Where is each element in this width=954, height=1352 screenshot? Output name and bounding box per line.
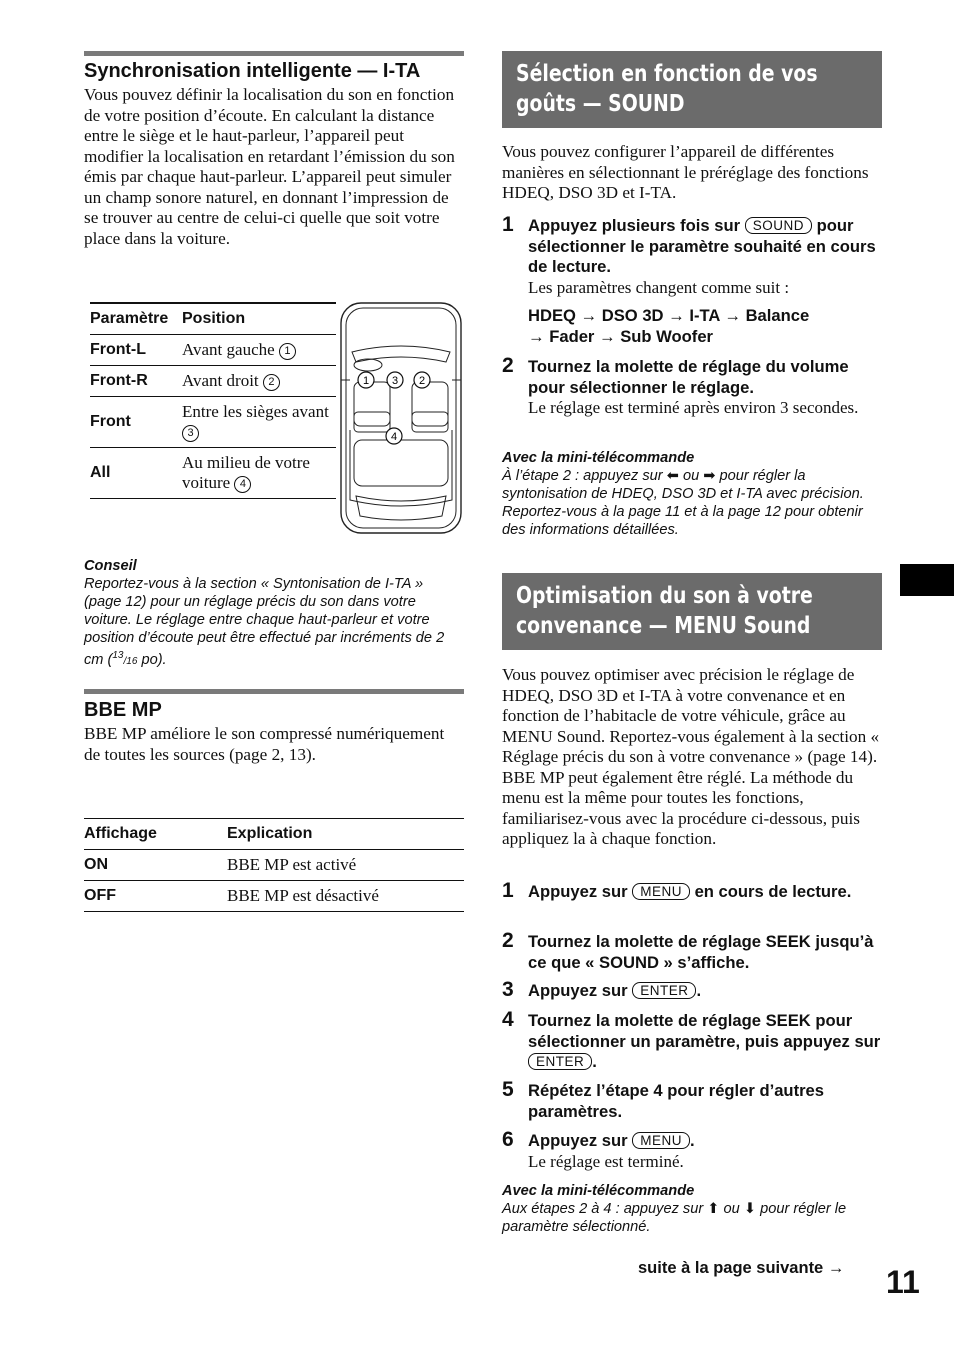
remote-title: Avec la mini-télécommande — [502, 1183, 695, 1199]
section-rule — [84, 689, 464, 694]
table-row — [90, 447, 336, 498]
page-number: 11 — [886, 1264, 920, 1300]
step-text: Tournez la molette de réglage SEEK pour sélectionner un paramètre, puis appuyez sur — [528, 1011, 881, 1051]
step-text: . — [592, 1052, 597, 1071]
step-number: 1 — [502, 879, 514, 902]
bbe-display: OFF — [84, 887, 116, 904]
remote-text: pour régler la syntonisation de HDEQ, DSO 3D et I-TA avec précision. Reportez-vous à la page 11 et à la page 12 pour obtenir des informations détaillées. — [502, 468, 864, 538]
ita-body: Vous pouvez définir la localisation du son en fonction de votre position d’écoute. En calculant la distance entre le siège et le haut-parleur, l’appareil peut modifier la localisation en retardant l’émission du son émis par chaque haut-parleur. L’appareil peut simuler un champ sonore naturel, en donnant l’impression de se trouver au centre de celui-ci quelle que soit votre place dans la voiture. — [84, 85, 455, 248]
table-row — [84, 881, 464, 912]
step-text: Tournez la molette de réglage SEEK jusqu’à ce que « SOUND » s’affiche. — [528, 932, 874, 972]
sound-heading-line2: goûts — SOUND — [516, 91, 685, 117]
sound-intro: Vous pouvez configurer l’appareil de différentes manières en sélectionnant le préréglage des fonctions HDEQ, DSO 3D et I-TA. — [502, 142, 869, 202]
table-row — [90, 396, 336, 447]
arrow-left-icon: ⬅ — [666, 468, 679, 484]
step-text: Appuyez plusieurs fois sur — [528, 216, 745, 235]
parameter-sequence: → Fader → Sub Woofer — [528, 326, 714, 346]
menu-step-6 — [502, 1128, 882, 1172]
arrow-up-icon: ⬆ — [707, 1201, 720, 1217]
tip-fraction-den: /16 — [123, 655, 138, 667]
bbe-explanation: BBE MP est désactivé — [227, 886, 379, 905]
menu-key: MENU — [632, 1132, 690, 1149]
bbe-heading: BBE MP — [84, 699, 162, 721]
bbe-table-header-display: Affichage — [84, 825, 157, 842]
bbe-display: ON — [84, 856, 108, 873]
section-rule — [84, 51, 464, 56]
bbe-table-header-explanation: Explication — [227, 825, 313, 842]
sound-remote-tip — [502, 449, 882, 539]
menu-step-5 — [502, 1078, 882, 1122]
marker-3: 3 — [182, 425, 199, 442]
menu-heading-line2: convenance — MENU Sound — [516, 613, 811, 639]
sound-step-1 — [502, 213, 882, 347]
step-text: Appuyez sur — [528, 1131, 633, 1150]
step-number: 1 — [502, 213, 514, 236]
step-text: . — [696, 981, 702, 1000]
marker-4: 4 — [234, 476, 251, 493]
step-number: 2 — [502, 929, 514, 952]
bbe-table — [84, 818, 464, 912]
remote-text: Aux étapes 2 à 4 : appuyez sur — [502, 1201, 708, 1217]
diagram-marker-1-label: 1 — [362, 375, 370, 387]
menu-key: MENU — [632, 883, 690, 900]
ita-param: Front — [90, 412, 131, 430]
enter-key: ENTER — [528, 1053, 592, 1070]
marker-1: 1 — [279, 343, 296, 360]
sound-step-2 — [502, 354, 882, 419]
ita-position: Au milieu de votre voiture — [182, 452, 310, 492]
step-number: 2 — [502, 354, 514, 377]
step-text: en cours de lecture. — [689, 882, 852, 901]
menu-intro: Vous pouvez optimiser avec précision le réglage de HDEQ, DSO 3D et I-TA à votre convenance et en fonction de l’habitacle de votre véhicule, grâce au MENU Sound. Reportez-vous également à la section « Réglage précis du son à votre convenance » (page 14). BBE MP peut également être réglé. La méthode du menu est la même pour toutes les fonctions, familiarisez-vous avec la procédure ci-dessous, puis appliquez la à chaque fonction. — [502, 665, 880, 848]
ita-table-header-param: Paramètre — [90, 309, 169, 327]
sound-key: SOUND — [745, 217, 812, 234]
tip-fraction-num: 13 — [112, 650, 124, 661]
step-number: 5 — [502, 1078, 514, 1101]
remote-text: ou — [678, 468, 704, 484]
parameter-sequence: HDEQ → DSO 3D → I-TA → Balance — [528, 306, 810, 325]
diagram-marker-3-label: 3 — [391, 375, 399, 387]
enter-key: ENTER — [632, 982, 696, 999]
step-text: pour sélectionner le paramètre souhaité en cours de lecture. — [528, 216, 876, 276]
ita-table-header-position: Position — [182, 309, 246, 327]
menu-step-1 — [502, 879, 882, 903]
step-text: Tournez la molette de réglage du volume pour sélectionner le réglage. — [528, 357, 849, 397]
arrow-down-icon: ⬇ — [743, 1201, 757, 1217]
step-number: 3 — [502, 978, 514, 1001]
step-text: Répétez l’étape 4 pour régler d’autres paramètres. — [528, 1081, 825, 1121]
table-row — [90, 334, 336, 365]
ita-param: Front-L — [90, 340, 146, 358]
step-number: 4 — [502, 1008, 514, 1031]
tip-text: Reportez-vous à la section « Syntonisation de I-TA » (page 12) pour un réglage précis du son dans votre voiture. Le réglage entre chaque haut-parleur et votre position d’écoute peut être effectué par incréments de 2 cm ( — [84, 576, 445, 668]
car-seating-diagram — [338, 300, 464, 536]
sound-heading-line1: Sélection en fonction de vos — [516, 61, 818, 87]
arrow-right-icon: ➡ — [703, 468, 716, 484]
step-sub: Le réglage est terminé. — [528, 1151, 684, 1171]
table-row — [84, 850, 464, 881]
marker-2: 2 — [263, 374, 280, 391]
ita-table — [90, 302, 336, 499]
bbe-explanation: BBE MP est activé — [227, 855, 357, 874]
table-row — [90, 365, 336, 396]
menu-heading-line1: Optimisation du son à votre — [516, 583, 813, 609]
step-text: . — [689, 1131, 695, 1150]
step-text: Appuyez sur — [528, 882, 633, 901]
ita-param: Front-R — [90, 371, 148, 389]
section-thumb-tab — [900, 564, 954, 596]
menu-step-2 — [502, 929, 882, 973]
menu-step-3 — [502, 978, 882, 1002]
ita-position: Avant droit — [182, 370, 259, 390]
remote-title: Avec la mini-télécommande — [502, 450, 695, 466]
menu-remote-tip — [502, 1182, 882, 1236]
tip-title: Conseil — [84, 558, 137, 574]
ita-tip — [84, 557, 464, 671]
step-sub: Le réglage est terminé après environ 3 secondes. — [528, 398, 859, 417]
step-text: Appuyez sur — [528, 981, 633, 1000]
step-number: 6 — [502, 1128, 514, 1151]
sound-banner — [502, 51, 882, 128]
diagram-marker-4-label: 4 — [390, 431, 398, 443]
tip-text-end: po). — [137, 651, 167, 668]
remote-text: ou — [719, 1201, 744, 1217]
ita-position: Avant gauche — [182, 339, 275, 359]
remote-text: pour régler le paramètre sélectionné. — [502, 1201, 847, 1235]
ita-heading: Synchronisation intelligente — I-TA — [84, 60, 421, 82]
menu-banner — [502, 573, 882, 650]
diagram-marker-2-label: 2 — [418, 375, 426, 387]
continued-note: suite à la page suivante → — [638, 1259, 845, 1277]
ita-position: Entre les sièges avant — [182, 401, 329, 421]
bbe-body: BBE MP améliore le son compressé numériquement de toutes les sources (page 2, 13). — [84, 724, 445, 764]
remote-text: À l’étape 2 : appuyez sur — [502, 468, 667, 484]
step-sub: Les paramètres changent comme suit : — [528, 277, 790, 297]
menu-step-4 — [502, 1008, 882, 1073]
ita-param: All — [90, 463, 111, 481]
